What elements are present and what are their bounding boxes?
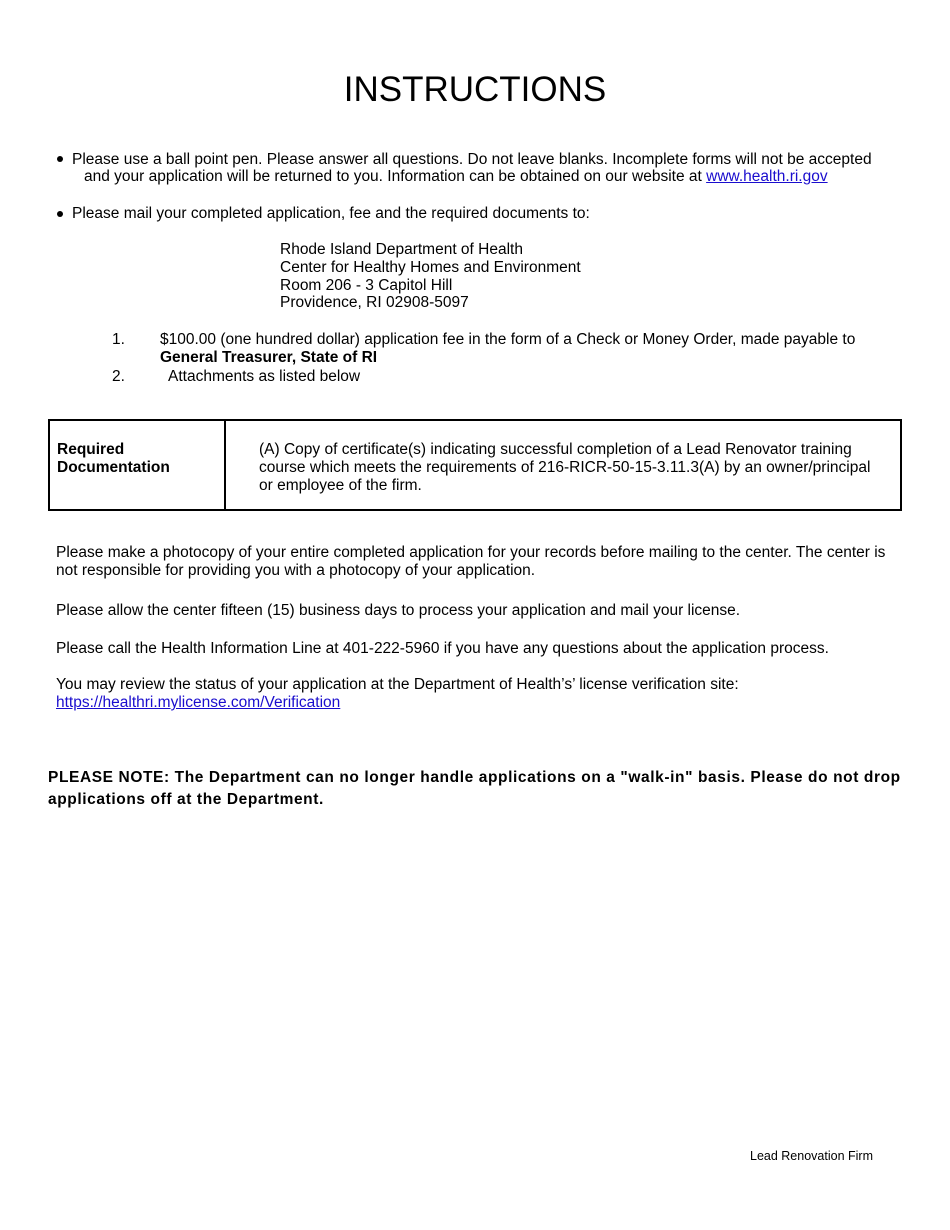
verification-paragraph: You may review the status of your application at the Department of Health’s’ license verification site: [56,676,739,693]
bullet-icon [57,156,63,162]
bullet-1-line-2 [84,168,828,186]
table-divider [224,421,226,509]
health-website-link[interactable]: www.health.ri.gov [706,168,828,185]
photocopy-paragraph-line-1: Please make a photocopy of your entire completed application for your records before mailing to the center. The center is [56,544,886,561]
please-note-line-2: applications off at the Department. [48,791,324,808]
address-line-1: Rhode Island Department of Health [280,241,523,258]
photocopy-paragraph-line-2: not responsible for providing you with a photocopy of your application. [56,562,536,579]
please-note-line-1: PLEASE NOTE: The Department can no longer handle applications on a "walk-in" basis. Please do not drop [48,769,901,786]
bullet-1-line-1: Please use a ball point pen. Please answer all questions. Do not leave blanks. Incomplete forms will not be accepted [72,151,872,168]
list-number-1: 1. [112,331,125,348]
attachments-text: Attachments as listed below [168,368,361,385]
table-content-line-3: or employee of the firm. [259,477,422,494]
payee-text: General Treasurer, State of RI [160,349,378,366]
required-documentation-table [48,419,902,511]
list-number-2: 2. [112,368,125,385]
address-line-3: Room 206 - 3 Capitol Hill [280,277,453,294]
table-label-line-2: Documentation [57,459,170,476]
address-line-2: Center for Healthy Homes and Environment [280,259,581,276]
table-content-line-2: course which meets the requirements of 216-RICR-50-15-3.11.3(A) by an owner/principal [259,459,871,476]
verification-link-wrapper [56,694,340,712]
verification-link[interactable]: https://healthri.mylicense.com/Verification [56,694,341,711]
page-title: INSTRUCTIONS [343,70,607,109]
info-line-paragraph: Please call the Health Information Line at 401-222-5960 if you have any questions about the application process. [56,640,829,657]
processing-time-paragraph: Please allow the center fifteen (15) business days to process your application and mail your license. [56,602,741,619]
table-label-line-1: Required [57,441,125,458]
fee-text: $100.00 (one hundred dollar) application fee in the form of a Check or Money Order, made payable to [160,331,856,348]
bullet-2-text: Please mail your completed application, fee and the required documents to: [72,205,590,222]
address-line-4: Providence, RI 02908-5097 [280,294,469,311]
bullet-icon [57,211,63,217]
please-note [48,767,908,811]
footer-label: Lead Renovation Firm [750,1149,873,1163]
bullet-1-line-2-text: and your application will be returned to you. Information can be obtained on our website at [84,168,707,185]
table-content-line-1: (A) Copy of certificate(s) indicating successful completion of a Lead Renovator training [259,441,852,458]
